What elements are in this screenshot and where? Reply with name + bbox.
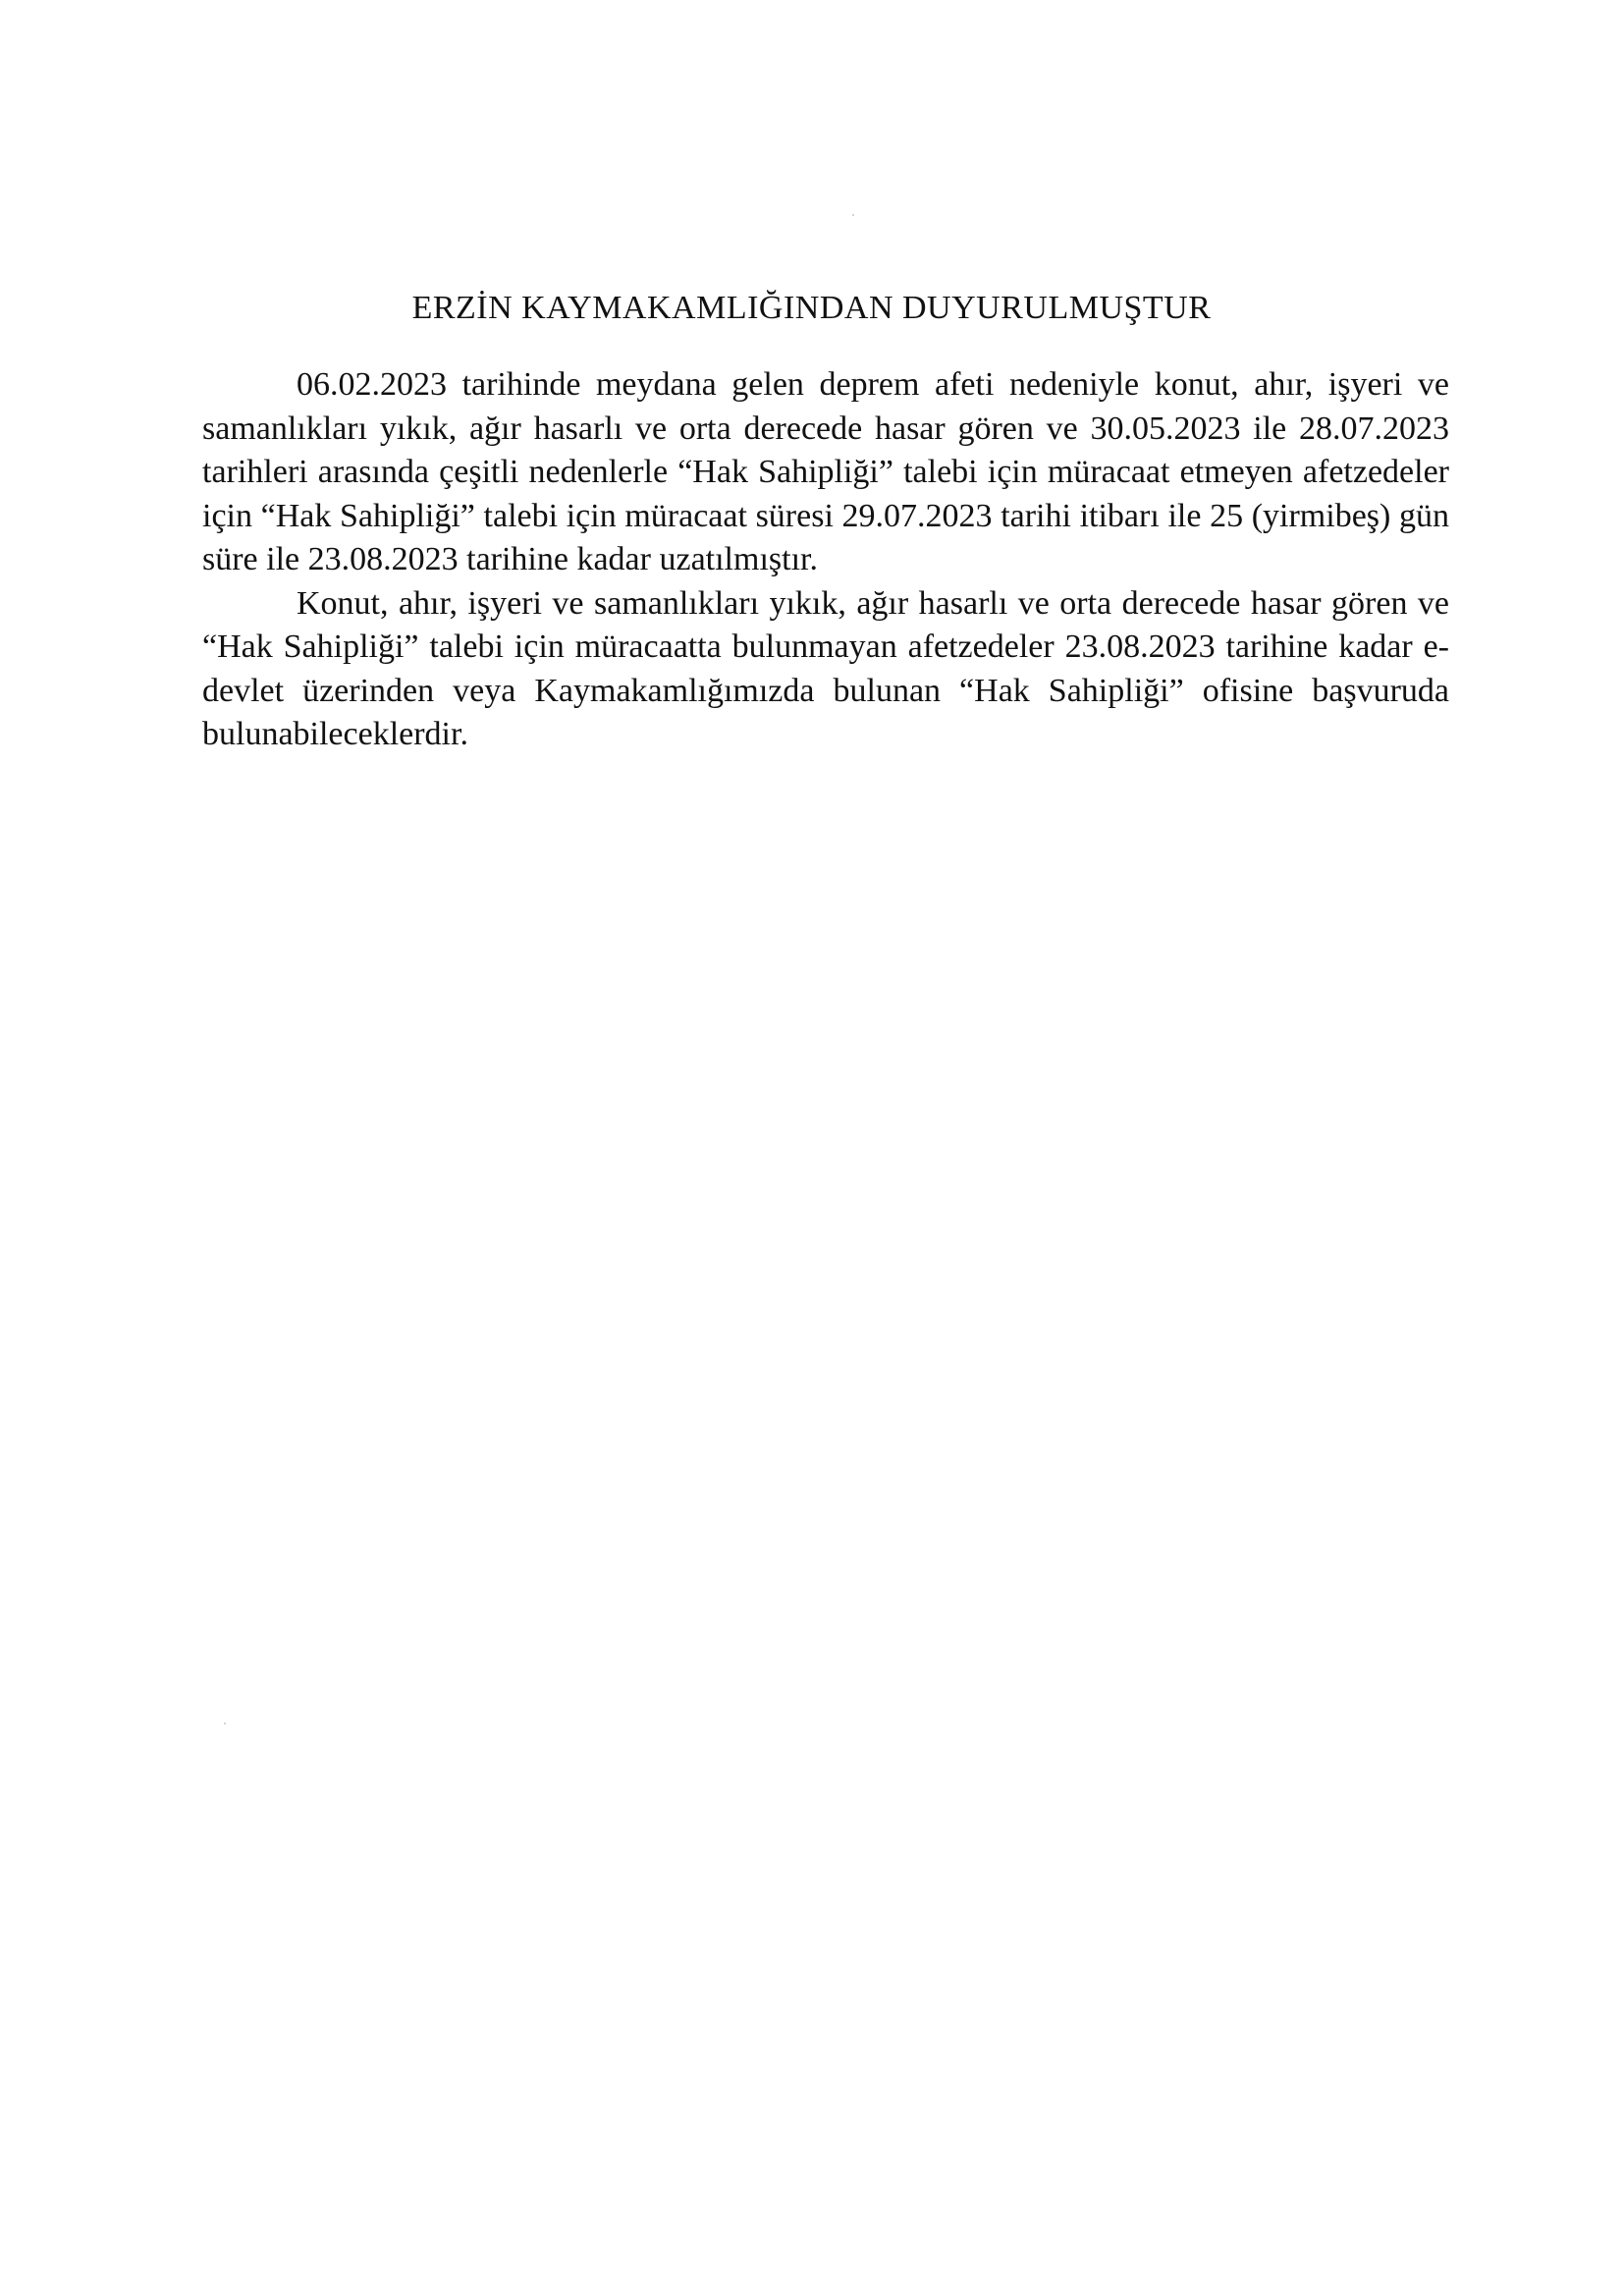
- document-body: [202, 363, 1449, 757]
- scan-speck: [852, 214, 854, 216]
- paragraph-application-info: Konut, ahır, işyeri ve samanlıkları yıkık, ağır hasarlı ve orta derecede hasar gören ve “Hak Sahipliği” talebi için müracaatta bulunmayan afetzedeler 23.08.2023 tarihine kadar e-devlet üzerinden veya Kaymakamlığımızda bulunan “Hak Sahipliği” ofisine başvuruda bulunabileceklerdir.: [202, 584, 1449, 752]
- scan-speck: [224, 1722, 226, 1724]
- paragraph-extension-notice: 06.02.2023 tarihinde meydana gelen deprem afeti nedeniyle konut, ahır, işyeri ve samanlıkları yıkık, ağır hasarlı ve orta derecede hasar gören ve 30.05.2023 ile 28.07.2023 tarihleri arasında çeşitli nedenlerle “Hak Sahipliği” talebi için müracaat etmeyen afetzedeler için “Hak Sahipliği” talebi için müracaat süresi 29.07.2023 tarihi itibarı ile 25 (yirmibeş) gün süre ile 23.08.2023 tarihine kadar uzatılmıştır.: [202, 366, 1449, 577]
- document-title: ERZİN KAYMAKAMLIĞINDAN DUYURULMUŞTUR: [411, 290, 1212, 326]
